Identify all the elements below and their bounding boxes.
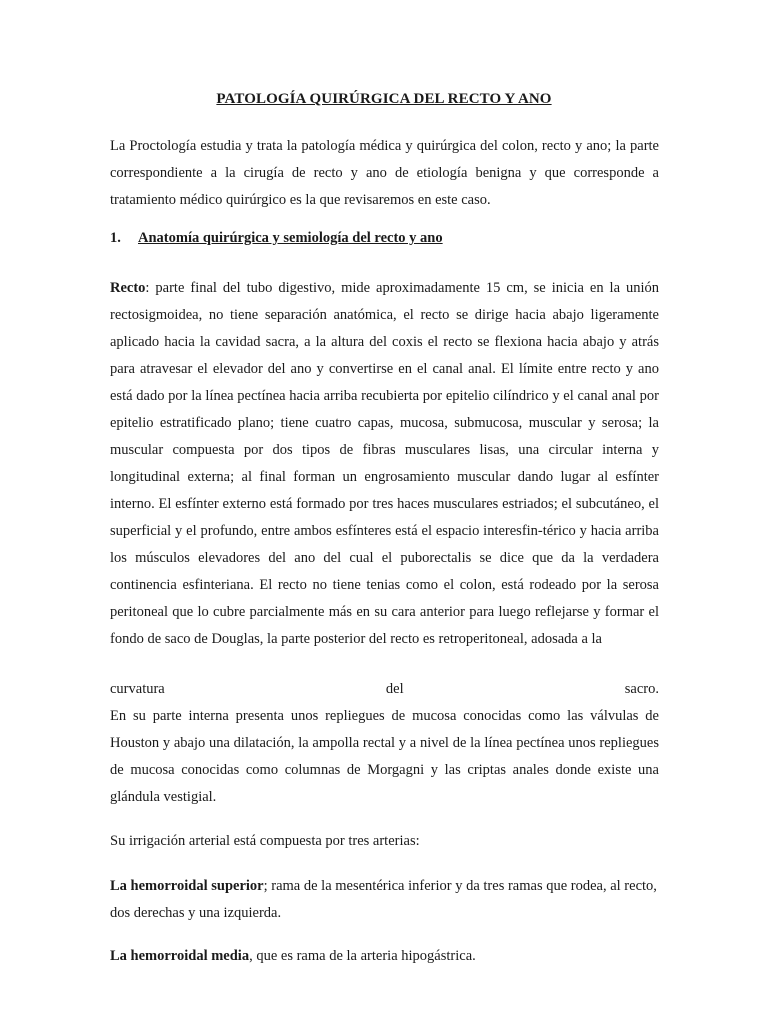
last-line-word-1: curvatura bbox=[110, 681, 165, 697]
recto-last-line bbox=[110, 676, 659, 703]
section-heading bbox=[110, 230, 443, 247]
recto-text: : parte final del tubo digestivo, mide aproximadamente 15 cm, se inicia en la unión rectosigmoidea, no tiene separación anatómica, el recto se dirige hacia abajo ligeramente aplicado hacia la cavidad sacra, a la altura del coxis el recto se flexiona hacia abajo y atrás para atravesar el elevador del ano y convertirse en el canal anal. El límite entre recto y ano está dado por la línea pectínea hacia arriba recubierta por epitelio cilíndrico y el canal anal por epitelio estratificado plano; tiene cuatro capas, mucosa, submucosa, muscular y serosa; la muscular compuesta por dos tipos de fibras musculares lisas, una circular interna y longitudinal externa; al final forman un engrosamiento muscular dando lugar al esfínter interno. El esfínter externo está formado por tres haces musculares estriados; el subcutáneo, el superficial y el profundo, entre ambos esfínteres está el espacio interesfin-térico y hacia arriba los músculos elevadores del ano del cual el puborectalis se dice que da la verdadera continencia esfinteriana. El recto no tiene tenias como el colon, está rodeado por la serosa peritoneal que lo cubre parcialmente más en su cara anterior para luego reflejarse y formar el fondo de saco de Douglas, la parte posterior del recto es retroperitoneal, adosada a la bbox=[110, 280, 659, 647]
superior-term: La hemorroidal superior bbox=[110, 878, 264, 894]
hemorroidal-media-paragraph bbox=[110, 943, 659, 970]
recto-term: Recto bbox=[110, 280, 146, 296]
hemorroidal-superior-paragraph bbox=[110, 873, 659, 927]
intro-paragraph: La Proctología estudia y trata la patología médica y quirúrgica del colon, recto y ano; la parte correspondiente a la cirugía de recto y ano de etiología benigna y que corresponde a tratamiento médico quirúrgico es la que revisaremos en este caso. bbox=[110, 138, 659, 208]
irrigacion-paragraph: Su irrigación arterial está compuesta por tres arterias: bbox=[110, 833, 420, 849]
section-heading-text: Anatomía quirúrgica y semiología del recto y ano bbox=[138, 230, 443, 246]
section-number: 1. bbox=[110, 230, 121, 246]
interna-paragraph: En su parte interna presenta unos repliegues de mucosa conocidas como las válvulas de Houston y abajo una dilatación, la ampolla rectal y a nivel de la línea pectínea unos repliegues de mucosa conocidas como columnas de Morgagni y las criptas anales donde existe una glándula vestigial. bbox=[110, 708, 659, 805]
superior-text: ; rama de la mesentérica inferior y da tres ramas que rodea, al recto, dos derechas y una izquierda. bbox=[110, 878, 657, 921]
document-title: PATOLOGÍA QUIRÚRGICA DEL RECTO Y ANO bbox=[216, 91, 552, 107]
recto-paragraph bbox=[110, 275, 659, 653]
media-text: , que es rama de la arteria hipogástrica. bbox=[249, 948, 476, 964]
last-line-word-3: sacro. bbox=[624, 681, 659, 697]
media-term: La hemorroidal media bbox=[110, 948, 250, 964]
last-line-word-2: del bbox=[385, 681, 404, 697]
